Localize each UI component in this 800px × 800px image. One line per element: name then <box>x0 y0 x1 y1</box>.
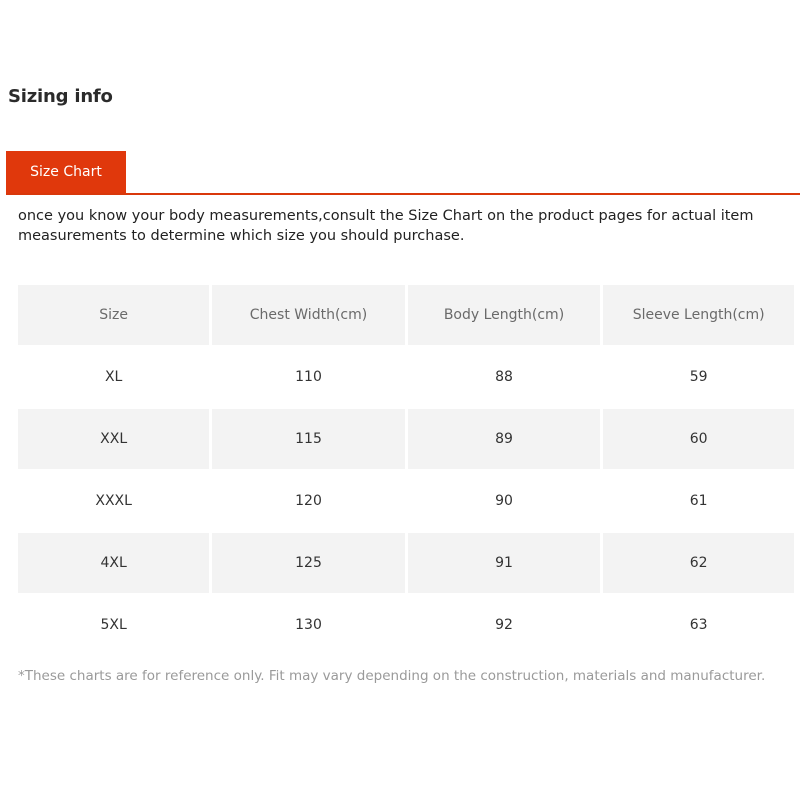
header-sleeve-length: Sleeve Length(cm) <box>603 285 794 345</box>
intro-text: once you know your body measurements,consult the Size Chart on the product pages for actual item measurements to determine which size you should purchase. <box>18 208 754 244</box>
size-chart-table <box>15 283 797 657</box>
cell-body-length: 88 <box>495 369 513 385</box>
cell-size: XXL <box>18 409 209 469</box>
cell-sleeve-length: 62 <box>603 533 794 593</box>
tab-size-chart[interactable]: Size Chart <box>6 151 126 193</box>
table-row <box>18 347 794 407</box>
table-row <box>18 471 794 531</box>
cell-size: 4XL <box>18 533 209 593</box>
cell-chest-width: 125 <box>212 533 404 593</box>
cell-size: XL <box>104 369 123 385</box>
cell-chest-width: 120 <box>295 493 322 509</box>
cell-sleeve-length: 61 <box>689 493 708 509</box>
cell-body-length: 91 <box>408 533 601 593</box>
cell-chest-width: 110 <box>295 369 322 385</box>
cell-body-length: 90 <box>495 493 513 509</box>
tab-bar <box>6 151 800 195</box>
section-title: Sizing info <box>8 86 113 107</box>
header-size: Size <box>18 285 209 345</box>
cell-chest-width: 130 <box>295 617 322 633</box>
cell-body-length: 89 <box>408 409 601 469</box>
cell-body-length: 92 <box>495 617 513 633</box>
header-body-length: Body Length(cm) <box>408 285 601 345</box>
cell-chest-width: 115 <box>212 409 404 469</box>
header-chest-width: Chest Width(cm) <box>212 285 404 345</box>
table-header-row <box>18 285 794 345</box>
table-row <box>18 533 794 593</box>
cell-size: 5XL <box>100 617 127 633</box>
cell-size: XXXL <box>95 493 132 509</box>
table-row <box>18 409 794 469</box>
table-row <box>18 595 794 655</box>
cell-sleeve-length: 63 <box>689 617 708 633</box>
cell-sleeve-length: 59 <box>689 369 708 385</box>
cell-sleeve-length: 60 <box>603 409 794 469</box>
disclaimer-footnote: *These charts are for reference only. Fit may vary depending on the construction, materials and manufacturer. <box>18 668 766 684</box>
